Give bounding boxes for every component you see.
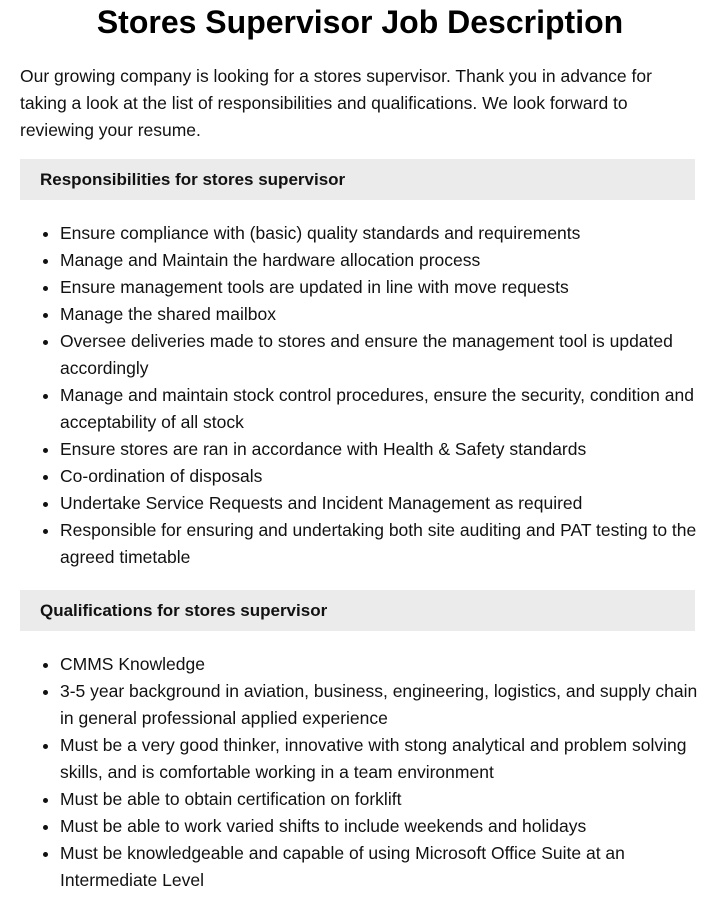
list-item: • Responsible for ensuring and undertaking both site auditing and PAT testing to the agreed timetable	[60, 517, 700, 571]
responsibilities-heading: Responsibilities for stores supervisor	[20, 159, 695, 200]
intro-paragraph: Our growing company is looking for a stores supervisor. Thank you in advance for taking a look at the list of responsibilities and qualifications. We look forward to reviewing your resume.	[20, 66, 652, 140]
list-item: • Oversee deliveries made to stores and ensure the management tool is updated accordingly	[60, 328, 700, 382]
list-item: • Undertake Service Requests and Incident Management as required	[60, 490, 700, 517]
list-item: • Must be a very good thinker, innovative with stong analytical and problem solving skills, and is comfortable working in a team environment	[60, 732, 700, 786]
qualifications-heading: Qualifications for stores supervisor	[20, 590, 695, 631]
list-item: • Manage the shared mailbox	[60, 301, 700, 328]
list-item: • Ensure management tools are updated in line with move requests	[60, 274, 700, 301]
list-item: • Co-ordination of disposals	[60, 463, 700, 490]
responsibilities-list	[0, 200, 720, 590]
list-item: • Must be able to work varied shifts to include weekends and holidays	[60, 813, 700, 840]
list-item: • Must be knowledgeable and capable of using Microsoft Office Suite at an Intermediate Level	[60, 840, 700, 894]
list-item: • Manage and Maintain the hardware allocation process	[60, 247, 700, 274]
list-item: • Manage and maintain stock control procedures, ensure the security, condition and acceptability of all stock	[60, 382, 700, 436]
list-item: • Must be able to obtain certification on forklift	[60, 786, 700, 813]
list-item: • Ensure stores are ran in accordance with Health & Safety standards	[60, 436, 700, 463]
list-item: • Ensure compliance with (basic) quality standards and requirements	[60, 220, 700, 247]
page-title: Stores Supervisor Job Description	[96, 4, 624, 40]
list-item: • 3-5 year background in aviation, business, engineering, logistics, and supply chain in general professional applied experience	[60, 678, 700, 732]
list-item: • CMMS Knowledge	[60, 651, 700, 678]
qualifications-list	[0, 631, 720, 913]
